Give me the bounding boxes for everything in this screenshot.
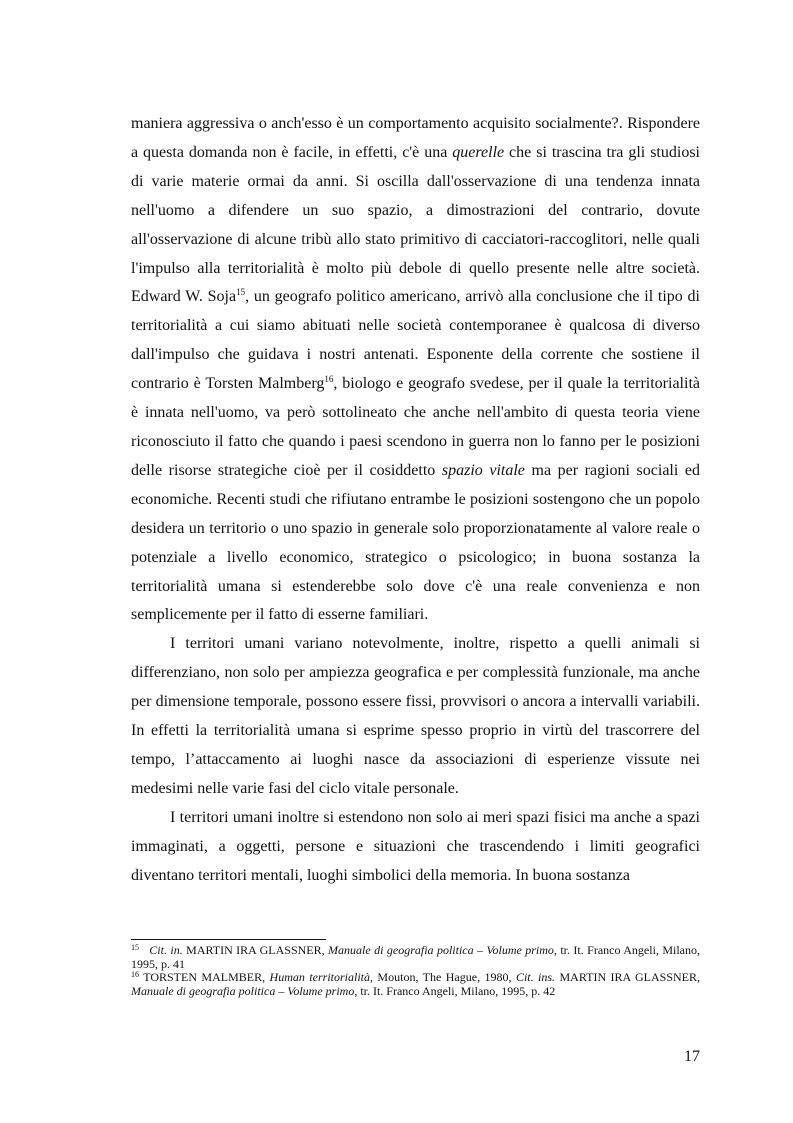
- footnote-mark: 16: [131, 970, 139, 979]
- footnote-15: [131, 944, 700, 971]
- text-run: maniera aggressiva o anch'esso è un comportamento acquisito socialmente?. Rispondere a questa domanda non è facile, in effetti, c'è una: [131, 115, 700, 161]
- body-text: [131, 110, 700, 890]
- text-run: ma per ragioni sociali ed economiche. Recenti studi che rifiutano entrambe le posizioni sostengono che un popolo desidera un territorio o uno spazio in generale solo proporzionatamente al valore reale o potenziale a livello economico, strategico o psicologico; in buona sostanza la territorialità umana si estenderebbe solo dove c'è una reale convenienza e non semplicemente per il fatto di esserne familiari.: [131, 461, 701, 624]
- footnote-text: , tr. It. Franco Angeli, Milano, 1995, p. 42: [354, 983, 556, 998]
- footnote-text: , tr. It. Franco Angeli, Milano, 1995, p. 41: [131, 943, 701, 971]
- page-number: 17: [684, 1048, 700, 1065]
- footnote-mark: 15: [131, 943, 139, 952]
- footnote-text: MARTIN IRA GLASSNER,: [182, 943, 329, 957]
- footnote-ref-16: 16: [324, 374, 334, 385]
- footnote-text: MARTIN IRA GLASSNER,: [555, 970, 700, 984]
- footnote-book-title: Manuale di geografia politica – Volume primo: [328, 943, 554, 957]
- footnote-text: , Mouton, The Hague, 1980,: [370, 970, 516, 984]
- footnote-book-title: Manuale di geografia politica – Volume primo: [131, 983, 355, 998]
- italic-term-querelle: querelle: [452, 143, 505, 161]
- text-run: , un geografo politico americano, arrivò alla conclusione che il tipo di territorialità a cui siamo abituati nelle società contemporanee è qualcosa di diverso dall'impulso che guidava i nostri antenati. Esponente della corrente che sostiene il contrario è Torsten Malmberg: [131, 288, 701, 393]
- footnote-italic: Cit. ins.: [515, 970, 556, 984]
- footnote-16: [131, 971, 700, 998]
- paragraph-2: I territori umani variano notevolmente, inoltre, rispetto a quelli animali si differenziano, non solo per ampiezza geografica e per complessità funzionale, ma anche per dimensione temporale, possono essere fissi, provvisori o ancora a intervalli variabili. In effetti la territorialità umana si esprime spesso proprio in virtù del trascorrere del tempo, l’attaccamento ai luoghi nasce da associazioni di esperienze vissute nei medesimi nelle varie fasi del ciclo vitale personale.: [131, 635, 700, 797]
- footnote-ref-15: 15: [236, 287, 246, 298]
- text-run: , biologo e geografo svedese, per il quale la territorialità è innata nell'uomo, va però sottolineato che anche nell'ambito di questa teoria viene riconosciuto il fatto che quando i paesi scendono in guerra non lo fanno per le posizioni delle risorse strategiche cioè per il cosiddetto: [131, 375, 700, 479]
- footnote-italic: Cit. in.: [149, 943, 183, 957]
- footnote-book-title: Human territorialità: [269, 970, 370, 984]
- paragraph-1: [131, 110, 700, 630]
- text-run: che si trascina tra gli studiosi di varie materie ormai da anni. Si oscilla dall'osservazione di una tendenza innata nell'uomo a difendere un suo spazio, a dimostrazioni del contrario, dovute all'osservazione di alcune tribù allo stato primitivo di cacciatori-raccoglitori, nelle quali l'impulso alla territorialità è molto più debole di quello presente nelle altre società. Edward W. Soja: [131, 143, 700, 306]
- footnotes: [131, 944, 700, 998]
- page-body: [131, 110, 700, 890]
- italic-term-spazio-vitale: spazio vitale: [441, 461, 525, 479]
- footnote-separator: [131, 939, 326, 940]
- footnote-text: TORSTEN MALMBER,: [139, 970, 270, 984]
- paragraph-3: I territori umani inoltre si estendono non solo ai meri spazi fisici ma anche a spazi immaginati, a oggetti, persone e situazioni che trascendendo i limiti geografici diventano territori mentali, luoghi simbolici della memoria. In buona sostanza: [131, 808, 700, 884]
